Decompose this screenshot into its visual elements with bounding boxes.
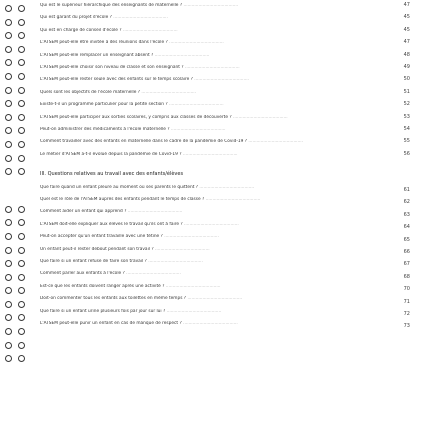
toc-content bbox=[40, 3, 370, 333]
page-number: 64 bbox=[403, 224, 410, 231]
toc-entry-text: Doit-on commenter tous les enfants aux toilettes en même temps ? bbox=[40, 296, 187, 302]
toc-entry bbox=[40, 152, 370, 157]
checkbox-circle-icon[interactable] bbox=[5, 274, 12, 281]
toc-entry-text: Que faire si un enfant urine plusieurs fois par jour sur lui ? bbox=[40, 308, 166, 314]
checkbox-circle-icon[interactable] bbox=[5, 114, 12, 121]
checkbox-circle-icon[interactable] bbox=[5, 141, 12, 148]
section-1-list bbox=[40, 3, 370, 157]
page-number: 73 bbox=[403, 323, 410, 330]
dot-leader: ........................................ bbox=[164, 283, 221, 289]
toc-entry bbox=[40, 115, 370, 120]
checkbox-circle-icon[interactable] bbox=[18, 141, 25, 148]
page-number: 54 bbox=[403, 125, 410, 132]
toc-entry-text: Le métier d'ATSEM a-t-il évolué depuis la pandémie de Covid-19 ? bbox=[40, 151, 182, 157]
page-number: 55 bbox=[403, 138, 410, 145]
page-number: 62 bbox=[403, 199, 410, 206]
checkbox-circle-icon[interactable] bbox=[5, 206, 12, 213]
checkbox-circle-icon[interactable] bbox=[5, 355, 12, 362]
checkbox-circle-icon[interactable] bbox=[5, 301, 12, 308]
dot-leader: ........................................ bbox=[182, 221, 239, 227]
dot-leader: ........................................ bbox=[153, 52, 210, 58]
checkbox-circle-icon[interactable] bbox=[5, 314, 12, 321]
toc-entry bbox=[40, 28, 370, 33]
checkbox-circle-icon[interactable] bbox=[18, 219, 25, 226]
dot-leader: ........................................ bbox=[181, 151, 238, 157]
toc-entry bbox=[40, 296, 370, 301]
page-number: 45 bbox=[403, 26, 410, 33]
toc-entry-text: Qui est garant du projet d'école ? bbox=[40, 15, 112, 21]
toc-entry-text: L'ATSEM peut-elle rester seule avec des enfants sur le temps scolaire ? bbox=[40, 77, 193, 83]
checkbox-circle-icon[interactable] bbox=[5, 59, 12, 66]
checkbox-circle-icon[interactable] bbox=[18, 355, 25, 362]
checkbox-circle-icon[interactable] bbox=[5, 233, 12, 240]
toc-entry bbox=[40, 40, 370, 45]
toc-entry bbox=[40, 222, 370, 227]
toc-entry bbox=[40, 209, 370, 214]
toc-entry bbox=[40, 127, 370, 132]
dot-leader: ........................................ bbox=[186, 296, 243, 302]
page-number: 45 bbox=[403, 14, 410, 21]
toc-entry-text: L'ATSEM peut-elle être invitée à des réunions dans l'école ? bbox=[40, 40, 168, 46]
dot-leader: ........................................ bbox=[169, 126, 226, 132]
toc-entry-text: Que faire quand un enfant pleure au moment où ses parents le quittent ? bbox=[40, 184, 199, 190]
toc-entry bbox=[40, 139, 370, 144]
page-number: 48 bbox=[403, 51, 410, 58]
toc-entry-text: Un enfant peut-il rester debout pendant son travail ? bbox=[40, 246, 154, 252]
toc-entry-text: L'ATSEM peut-elle participer aux sorties scolaires, y compris aux classes de découverte ? bbox=[40, 114, 232, 120]
checkbox-circle-icon[interactable] bbox=[5, 46, 12, 53]
checkbox-circle-icon[interactable] bbox=[5, 260, 12, 267]
page-number: 70 bbox=[403, 286, 410, 293]
toc-entry-text: L'ATSEM peut-elle remplacer un enseignant absent ? bbox=[40, 52, 154, 58]
checkbox-circle-icon[interactable] bbox=[18, 274, 25, 281]
checkbox-circle-icon[interactable] bbox=[18, 46, 25, 53]
checkbox-circle-icon[interactable] bbox=[18, 87, 25, 94]
page-number: 71 bbox=[403, 298, 410, 305]
checkbox-circle-icon[interactable] bbox=[5, 247, 12, 254]
toc-entry bbox=[40, 185, 370, 190]
dot-leader: ........................................ bbox=[167, 102, 224, 108]
toc-entry-text: L'ATSEM doit-elle expliquer aux élèves le travail qu'ils ont à faire ? bbox=[40, 221, 183, 227]
page-number: 51 bbox=[403, 88, 410, 95]
checkbox-column-left bbox=[3, 5, 13, 369]
page-number-column bbox=[398, 3, 410, 337]
dot-leader: ........................................ bbox=[182, 3, 239, 8]
toc-entry-text: Est-ce que les enfants doivent ranger après une activité ? bbox=[40, 283, 165, 289]
checkbox-circle-icon[interactable] bbox=[5, 168, 12, 175]
toc-entry bbox=[40, 234, 370, 239]
checkbox-circle-icon[interactable] bbox=[18, 328, 25, 335]
toc-entry-text: Existe-t-il un programme particulier pour la petite section ? bbox=[40, 102, 168, 108]
toc-entry bbox=[40, 65, 370, 70]
dot-leader: ........................................ bbox=[183, 64, 240, 70]
toc-entry bbox=[40, 309, 370, 314]
checkbox-circle-icon[interactable] bbox=[18, 114, 25, 121]
page-number: 47 bbox=[403, 2, 410, 8]
checkbox-circle-icon[interactable] bbox=[5, 219, 12, 226]
checkbox-circle-icon[interactable] bbox=[5, 5, 12, 12]
page-number: 47 bbox=[403, 39, 410, 46]
checkbox-circle-icon[interactable] bbox=[18, 260, 25, 267]
checkbox-circle-icon[interactable] bbox=[5, 73, 12, 80]
dot-leader: ........................................ bbox=[162, 234, 219, 240]
toc-entry-text: Qui est le supérieur hiérarchique des enseignants de maternelle ? bbox=[40, 3, 183, 8]
checkbox-circle-icon[interactable] bbox=[18, 5, 25, 12]
section-2-list bbox=[40, 185, 370, 326]
toc-entry-text: Quel est le rôle de l'ATSEM auprès des enfants pendant le temps de classe ? bbox=[40, 197, 205, 203]
checkbox-circle-icon[interactable] bbox=[18, 301, 25, 308]
toc-entry bbox=[40, 247, 370, 252]
dot-leader: ........................................ bbox=[192, 77, 249, 83]
toc-entry-text: Quels sont les objectifs de l'école maternelle ? bbox=[40, 89, 141, 95]
checkbox-circle-icon[interactable] bbox=[18, 73, 25, 80]
toc-entry bbox=[40, 53, 370, 58]
dot-leader: ........................................ bbox=[181, 320, 238, 326]
dot-leader: ........................................ bbox=[124, 271, 181, 277]
dot-leader: ........................................ bbox=[167, 40, 224, 46]
checkbox-circle-icon[interactable] bbox=[18, 287, 25, 294]
dot-leader: ........................................ bbox=[231, 114, 288, 120]
toc-entry bbox=[40, 284, 370, 289]
dot-leader: ........................................ bbox=[121, 27, 178, 33]
dot-leader: ........................................ bbox=[140, 89, 197, 95]
toc-entry-text: L'ATSEM peut-elle choisir son niveau de classe et son enseignant ? bbox=[40, 64, 184, 70]
dot-leader: ........................................ bbox=[198, 184, 255, 190]
checkbox-circle-icon[interactable] bbox=[5, 127, 12, 134]
checkbox-circle-icon[interactable] bbox=[5, 155, 12, 162]
toc-entry-text: Comment aider un enfant qui apprend ? bbox=[40, 209, 127, 215]
dot-leader: ........................................ bbox=[126, 209, 183, 215]
page-number: 63 bbox=[403, 211, 410, 218]
toc-entry-text: Comment parler aux enfants à l'école ? bbox=[40, 271, 125, 277]
checkbox-circle-icon[interactable] bbox=[18, 100, 25, 107]
dot-leader: ........................................ bbox=[111, 15, 168, 21]
toc-entry bbox=[40, 102, 370, 107]
dot-leader: ........................................ bbox=[204, 197, 261, 203]
toc-entry bbox=[40, 3, 370, 8]
toc-entry-text: Peut-on accepter qu'un enfant travaille avec une tétine ? bbox=[40, 234, 163, 240]
toc-entry bbox=[40, 90, 370, 95]
page-number: 65 bbox=[403, 236, 410, 243]
checkbox-circle-icon[interactable] bbox=[18, 168, 25, 175]
toc-entry-text: Que faire si un enfant refuse de faire son travail ? bbox=[40, 259, 147, 265]
checkbox-column-right bbox=[16, 5, 26, 369]
page-number: 66 bbox=[403, 249, 410, 256]
checkbox-circle-icon[interactable] bbox=[18, 19, 25, 26]
page-number: 68 bbox=[403, 273, 410, 280]
checkbox-circle-icon[interactable] bbox=[18, 233, 25, 240]
checkbox-circle-icon[interactable] bbox=[18, 59, 25, 66]
checkbox-circle-icon[interactable] bbox=[18, 342, 25, 349]
page-number: 49 bbox=[403, 63, 410, 70]
toc-entry bbox=[40, 321, 370, 326]
dot-leader: ........................................ bbox=[247, 139, 304, 145]
checkbox-circle-icon[interactable] bbox=[18, 32, 25, 39]
toc-entry-text: Comment travailler avec des enfants en maternelle dans le cadre de la pandémie de Covid-19 ? bbox=[40, 139, 247, 145]
toc-entry-text: Qui est en charge de conseil d'école ? bbox=[40, 27, 122, 33]
page-number: 61 bbox=[403, 187, 410, 194]
checkbox-circle-icon[interactable] bbox=[18, 155, 25, 162]
checkbox-circle-icon[interactable] bbox=[5, 342, 12, 349]
checkbox-circle-icon[interactable] bbox=[5, 19, 12, 26]
toc-entry bbox=[40, 259, 370, 264]
checkbox-circle-icon[interactable] bbox=[18, 206, 25, 213]
page-number: 52 bbox=[403, 101, 410, 108]
section-2-title: III. Questions relatives au travail avec des enfants/élèves bbox=[40, 170, 184, 177]
page-number: 56 bbox=[403, 150, 410, 157]
checkbox-circle-icon[interactable] bbox=[5, 100, 12, 107]
toc-entry bbox=[40, 77, 370, 82]
checkbox-circle-icon[interactable] bbox=[5, 287, 12, 294]
dot-leader: ........................................ bbox=[146, 259, 203, 265]
checkbox-circle-icon[interactable] bbox=[5, 328, 12, 335]
checkbox-circle-icon[interactable] bbox=[18, 127, 25, 134]
toc-entry-text: L'ATSEM peut-elle punir un enfant en cas de manque de respect ? bbox=[40, 320, 182, 326]
checkbox-circle-icon[interactable] bbox=[18, 314, 25, 321]
page-number: 67 bbox=[403, 261, 410, 268]
toc-entry-text: Peut-on administrer des médicaments à l'école maternelle ? bbox=[40, 126, 170, 132]
dot-leader: ........................................ bbox=[165, 308, 222, 314]
dot-leader: ........................................ bbox=[153, 246, 210, 252]
checkbox-circle-icon[interactable] bbox=[5, 87, 12, 94]
page-number: 53 bbox=[403, 113, 410, 120]
toc-entry bbox=[40, 197, 370, 202]
page-number: 50 bbox=[403, 76, 410, 83]
toc-entry bbox=[40, 271, 370, 276]
checkbox-circle-icon[interactable] bbox=[18, 247, 25, 254]
page-number: 72 bbox=[403, 310, 410, 317]
toc-entry bbox=[40, 15, 370, 20]
checkbox-circle-icon[interactable] bbox=[5, 32, 12, 39]
